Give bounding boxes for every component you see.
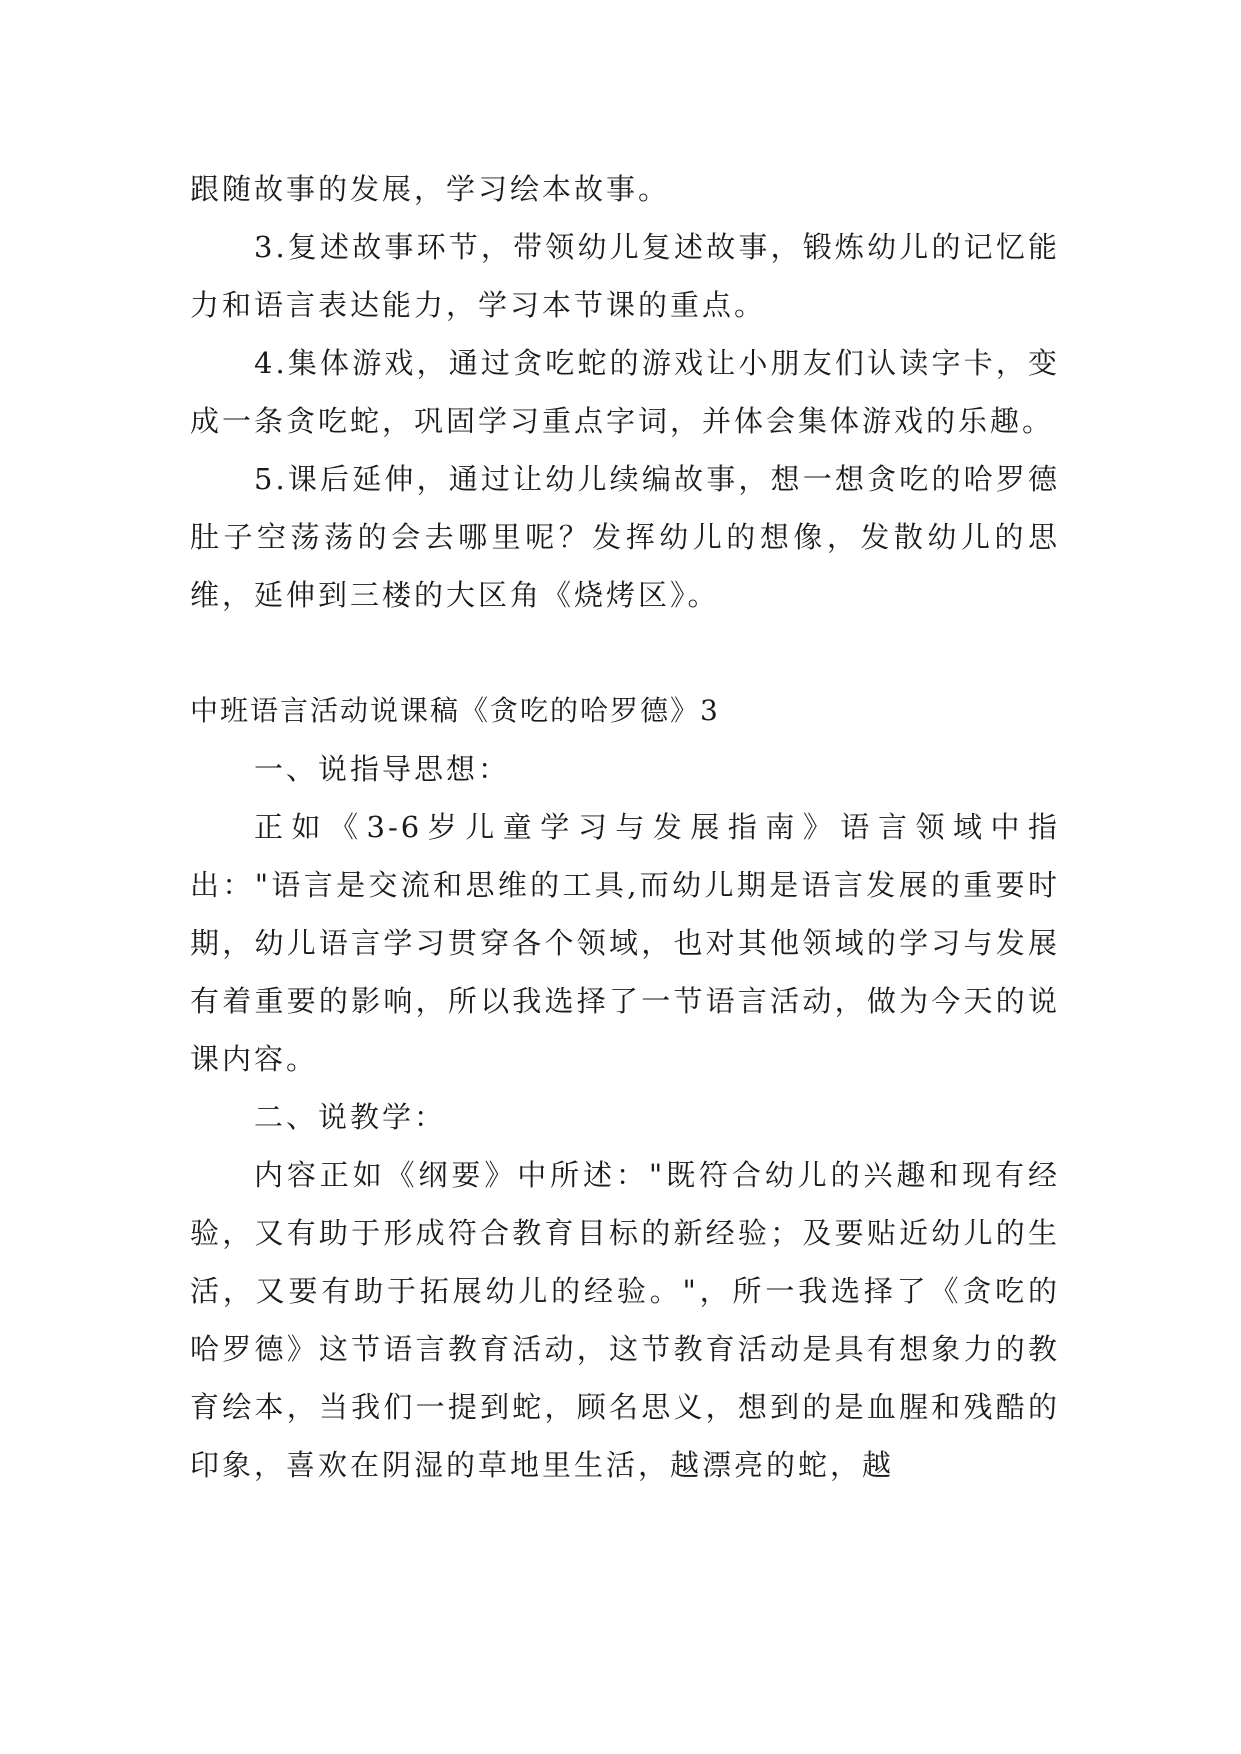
paragraph-step-5: 5.课后延伸，通过让幼儿续编故事，想一想贪吃的哈罗德肚子空荡荡的会去哪里呢？发挥幼儿的想像，发散幼儿的思维，延伸到三楼的大区角《烧烤区》。: [190, 462, 1060, 612]
paragraph-guiding-thought: 正如《3-6岁儿童学习与发展指南》语言领域中指出："语言是交流和思维的工具,而幼儿期是语言发展的重要时期，幼儿语言学习贯穿各个领域，也对其他领域的学习与发展有着重要的影响，所以我选择了一节语言活动，做为今天的说课内容。: [190, 810, 1060, 1076]
paragraph-step-4: 4.集体游戏，通过贪吃蛇的游戏让小朋友们认读字卡，变成一条贪吃蛇，巩固学习重点字词，并体会集体游戏的乐趣。: [190, 346, 1060, 438]
paragraph-story-continuation: 跟随故事的发展，学习绘本故事。: [190, 172, 671, 206]
heading-teaching: 二、说教学：: [254, 1100, 447, 1134]
document-body: [190, 160, 1060, 1494]
section-title: 中班语言活动说课稿《贪吃的哈罗德》3: [190, 694, 720, 727]
paragraph-teaching-content: 内容正如《纲要》中所述："既符合幼儿的兴趣和现有经验，又有助于形成符合教育目标的新经验；及要贴近幼儿的生活，又要有助于拓展幼儿的经验。"，所一我选择了《贪吃的哈罗德》这节语言教育活动，这节教育活动是具有想象力的教育绘本，当我们一提到蛇，顾名思义，想到的是血腥和残酷的印象，喜欢在阴湿的草地里生活，越漂亮的蛇，越: [190, 1158, 1060, 1482]
heading-guiding-thought: 一、说指导思想：: [254, 752, 511, 786]
paragraph-step-3: 3.复述故事环节，带领幼儿复述故事，锻炼幼儿的记忆能力和语言表达能力，学习本节课的重点。: [190, 230, 1060, 322]
section-spacer: [190, 624, 1060, 682]
